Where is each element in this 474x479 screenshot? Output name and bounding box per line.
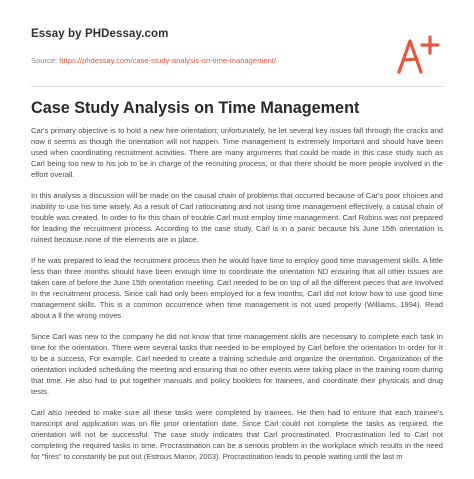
paragraph: Carl also needed to make sure all these tasks were completed by trainees. He then had to ensure that each trainee's transcript and application was on file prior orientation date. Since Carl could not complete the tasks as required, the orientation will not be successful. The case study indicates that Carl procrastinated. Procrastination led to Carl not completing the required tasks in time. Procrastination can be a serious problem in the workplace which results in the need for "fires" to constantly be put out (Estrous Manor, 2003). Procrastination leads to people waiting until the last m [31, 408, 443, 461]
paragraph: In this analysis a discussion will be made on the causal chain of problems that occurred because of Car's poor choices and inability to use his time wisely. As a result of Carl ratiocinating and not using time management effectively, a causal chain of trouble was created. In order to fix this chain of trouble Carl must employ time management. Carl Robins was not prepared for leading the recruitment process. According to the case study, Carl is in a panic because his June 15th orientation is ruined because none of the elements are in place. [31, 191, 443, 244]
bottom-fade [0, 469, 474, 479]
a-plus-logo-icon [393, 34, 443, 76]
source-link[interactable]: https://phdessay.com/case-study-analysis-on-time-management/ [59, 56, 277, 65]
header-divider [31, 86, 443, 87]
paragraph: Since Carl was new to the company he did not know that time management skills are necessary to complete each task In time for the orientation. There were several tasks that needed to be employed by Carl before the orientation In order for It to be a success, For example, Carl needed to create a training schedule and organize the orientation. Organization of the orientation included scheduling the meeting and ensuring that no other events were taking place in the training room during that time. He also had to put together manuals and policy booklets for trainees, and coordinate their physicals and drug tests. [31, 332, 443, 396]
source-line [31, 56, 276, 65]
header [31, 0, 443, 72]
article-title: Case Study Analysis on Time Management [31, 99, 360, 117]
article-body [31, 125, 443, 472]
source-label: Source: [31, 56, 60, 65]
paragraph: If he was prepared to lead the recruitment process then he would have time to employ good time management skills. A little less than three months should have been enough time to coordinate the orientation ND ensuring that all other Issues are taken care of before the June 15th orientation meeting. Carl needed to be on top of all the different pieces that are Involved In the recruitment process. Since call had only been employed for a few months, Carl did not know how to use good time management skills. This is a common occurrence when time management is not used properly (Williams, 1994). Read about a ll the wrong moves [31, 256, 443, 320]
paragraph: Car's primary objective is to hold a new hire orientation; unfortunately, he let several key issues fall through the cracks and now it seems as though the orientation will not happen. Time management Is extremely Important and should have been used when coordinating recruitment activities. There are many arguments that could be made in this case study such as Carl being too new to his job to be in charge of the recruiting process, or that there should be more people involved in the effort overall. [31, 126, 443, 179]
brand-name: Essay by PHDessay.com [31, 28, 169, 40]
